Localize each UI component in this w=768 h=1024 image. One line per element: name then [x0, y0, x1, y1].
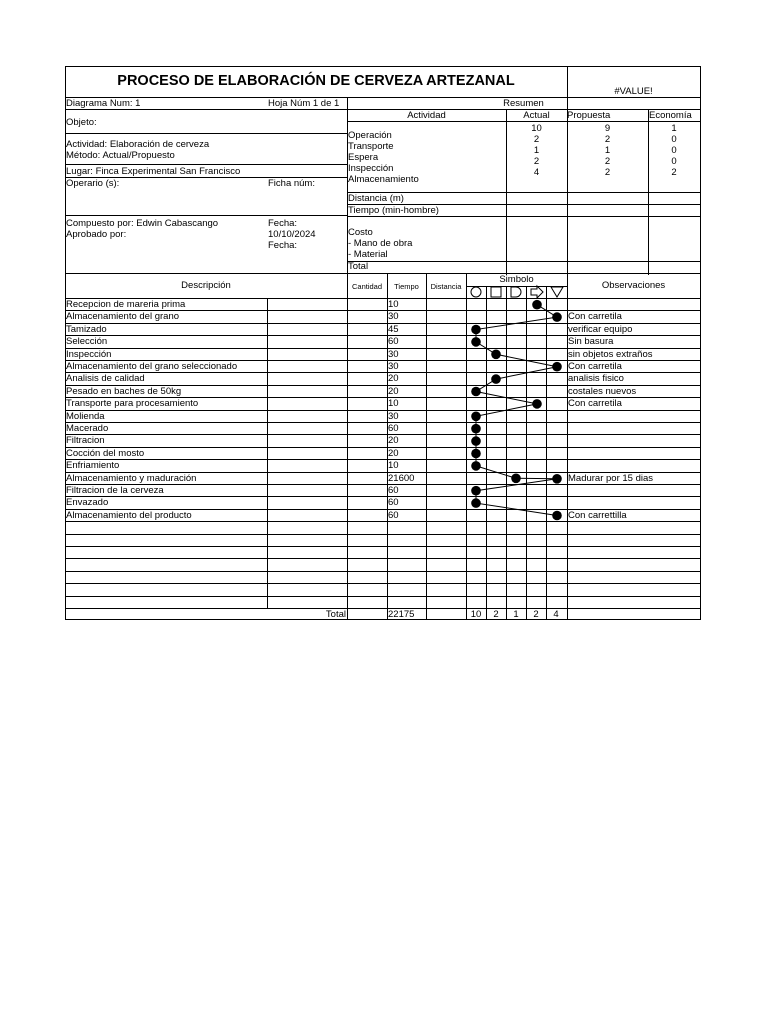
- inspection-square-icon: [491, 287, 501, 297]
- summary-heading: Resumen: [503, 98, 544, 109]
- summary-economia-0: 1: [671, 123, 677, 134]
- flow-dot: [471, 449, 481, 459]
- fecha-value: 10/10/2024: [268, 229, 316, 240]
- operation-circle-icon: [471, 287, 481, 297]
- total-symbol-2: 1: [513, 609, 519, 620]
- ficha-label: Ficha núm:: [268, 178, 315, 189]
- flow-dot: [471, 486, 481, 496]
- summary-actual-2: 1: [533, 145, 540, 156]
- summary-total: Total: [348, 261, 369, 272]
- row-tiempo-16: 60: [388, 497, 399, 509]
- objeto-label: Objeto:: [66, 117, 97, 128]
- flow-dot: [491, 350, 501, 360]
- col-observaciones: Observaciones: [601, 280, 666, 291]
- summary-mano-obra: - Mano de obra: [348, 238, 413, 249]
- row-desc-0: Recepcion de mareria prima: [66, 299, 186, 310]
- total-symbol-1: 2: [493, 609, 499, 620]
- aprobado-label: Aprobado por:: [66, 229, 127, 240]
- summary-label-1: Transporte: [348, 141, 394, 152]
- flow-dot: [471, 387, 481, 397]
- row-desc-4: Inspección: [66, 348, 112, 360]
- summary-label-0: Operación: [348, 130, 392, 141]
- summary-col-actual: Actual: [523, 110, 550, 121]
- delay-d-icon: [511, 287, 521, 297]
- flow-dot: [471, 325, 481, 335]
- row-tiempo-10: 60: [388, 423, 399, 434]
- fecha-label-1: Fecha:: [268, 218, 298, 229]
- row-tiempo-2: 45: [388, 323, 399, 335]
- summary-col-actividad: Actividad: [407, 110, 446, 121]
- row-desc-13: Enfriamiento: [66, 460, 120, 472]
- summary-col-economia: Economía: [649, 110, 692, 121]
- row-obs-17: Con carrettilla: [568, 509, 627, 521]
- summary-distancia: Distancia (m): [348, 193, 404, 204]
- row-desc-16: Envazado: [66, 497, 109, 509]
- flow-dot: [471, 461, 481, 471]
- col-distancia: Distancia: [430, 282, 462, 291]
- row-desc-3: Selección: [66, 336, 108, 348]
- total-symbol-4: 4: [553, 609, 559, 620]
- sheet-number: Hoja Núm 1 de 1: [268, 98, 340, 109]
- operario-label: Operario (s):: [66, 178, 120, 189]
- row-tiempo-8: 10: [388, 398, 399, 410]
- summary-actual-0: 10: [531, 123, 542, 134]
- summary-material: - Material: [348, 249, 388, 260]
- row-obs-2: verificar equipo: [568, 323, 633, 335]
- flow-dot: [511, 474, 521, 484]
- row-obs-5: Con carretila: [568, 361, 622, 372]
- flow-dot: [471, 424, 481, 434]
- col-descripcion: Descripción: [181, 280, 231, 291]
- col-cantidad: Cantidad: [351, 282, 383, 291]
- row-desc-2: Tamizado: [66, 323, 107, 335]
- summary-col-propuesta: Propuesta: [567, 110, 611, 121]
- row-tiempo-15: 60: [388, 485, 399, 496]
- row-desc-17: Almacenamiento del producto: [66, 509, 192, 521]
- row-desc-6: Analisis de calidad: [66, 373, 145, 385]
- row-tiempo-11: 20: [388, 435, 399, 447]
- summary-costo: Costo: [348, 227, 373, 238]
- page-title: PROCESO DE ELABORACIÓN DE CERVEZA ARTEZANAL: [117, 73, 515, 89]
- summary-propuesta-3: 2: [604, 156, 611, 167]
- row-tiempo-4: 30: [388, 348, 399, 360]
- diagram-number: Diagrama Num: 1: [66, 98, 141, 109]
- flow-dot: [471, 498, 481, 508]
- transport-arrow-icon: [531, 286, 543, 298]
- total-symbol-0: 10: [470, 609, 482, 620]
- summary-propuesta-0: 9: [604, 123, 611, 134]
- row-tiempo-3: 60: [388, 336, 399, 348]
- row-desc-15: Filtracion de la cerveza: [66, 485, 164, 496]
- flow-dot: [552, 474, 562, 484]
- fecha-label-2: Fecha:: [268, 240, 298, 251]
- flow-dot: [471, 412, 481, 422]
- row-tiempo-7: 20: [388, 385, 399, 397]
- summary-actual-4: 4: [533, 167, 540, 178]
- row-tiempo-5: 30: [388, 361, 399, 372]
- row-desc-11: Filtracion: [66, 435, 105, 447]
- row-obs-8: Con carretila: [568, 398, 622, 410]
- error-value-cell: #VALUE!: [614, 86, 653, 97]
- flow-dot: [552, 511, 562, 521]
- lugar-label: Lugar: Finca Experimental San Francisco: [66, 166, 241, 177]
- row-tiempo-14: 21600: [388, 472, 415, 484]
- row-tiempo-13: 10: [388, 460, 399, 472]
- summary-economia-3: 0: [671, 156, 677, 167]
- row-desc-8: Transporte para procesamiento: [66, 398, 199, 410]
- summary-tiempo: Tiempo (min-hombre): [348, 205, 439, 216]
- col-simbolo: Simbolo: [499, 274, 534, 285]
- row-tiempo-0: 10: [388, 299, 399, 310]
- summary-economia-4: 2: [671, 167, 677, 178]
- summary-economia-2: 0: [671, 145, 677, 156]
- total-symbol-3: 2: [533, 609, 539, 620]
- row-desc-10: Macerado: [66, 423, 109, 434]
- summary-propuesta-2: 1: [604, 145, 611, 156]
- compuesto-label: Compuesto por: Edwin Cabascango: [66, 218, 219, 229]
- row-tiempo-1: 30: [388, 311, 399, 323]
- storage-triangle-icon: [551, 287, 563, 297]
- total-tiempo: 22175: [388, 609, 415, 620]
- summary-propuesta-1: 2: [604, 134, 611, 145]
- row-obs-14: Madurar por 15 dias: [568, 472, 654, 484]
- row-tiempo-9: 30: [388, 410, 399, 422]
- flow-dot: [552, 362, 562, 372]
- summary-label-3: Inspección: [348, 163, 394, 174]
- flow-dot: [552, 312, 562, 322]
- summary-label-4: Almacenamiento: [348, 174, 419, 185]
- summary-actual-1: 2: [533, 134, 540, 145]
- col-tiempo: Tiempo: [394, 282, 419, 291]
- row-desc-1: Almacenamiento del grano: [66, 311, 180, 323]
- row-obs-4: sin objetos extraños: [568, 348, 653, 360]
- row-obs-6: analisis fisico: [568, 373, 624, 385]
- row-tiempo-12: 20: [388, 447, 399, 459]
- row-tiempo-17: 60: [388, 509, 399, 521]
- row-obs-3: Sin basura: [568, 336, 614, 348]
- row-obs-1: Con carretila: [568, 311, 622, 323]
- flow-dot: [532, 399, 542, 409]
- row-desc-9: Molienda: [66, 410, 105, 422]
- row-desc-5: Almacenamiento del grano seleccionado: [66, 361, 238, 372]
- row-desc-7: Pesado en baches de 50kg: [66, 385, 182, 397]
- row-desc-12: Cocción del mosto: [66, 447, 145, 459]
- actividad-label: Actividad: Elaboración de cerveza: [66, 139, 210, 150]
- summary-economia-1: 0: [671, 134, 677, 145]
- metodo-label: Método: Actual/Propuesto: [66, 150, 175, 161]
- summary-label-2: Espera: [348, 152, 379, 163]
- flow-dot: [491, 374, 501, 384]
- summary-propuesta-4: 2: [604, 167, 611, 178]
- row-obs-7: costales nuevos: [568, 385, 637, 397]
- summary-actual-3: 2: [533, 156, 540, 167]
- flow-dot: [471, 436, 481, 446]
- total-label: Total: [325, 609, 346, 620]
- flow-dot: [471, 337, 481, 347]
- flow-connector-line: [476, 305, 557, 516]
- row-tiempo-6: 20: [388, 373, 399, 385]
- flow-dot: [532, 300, 542, 310]
- row-desc-14: Almacenamiento y maduración: [66, 472, 197, 484]
